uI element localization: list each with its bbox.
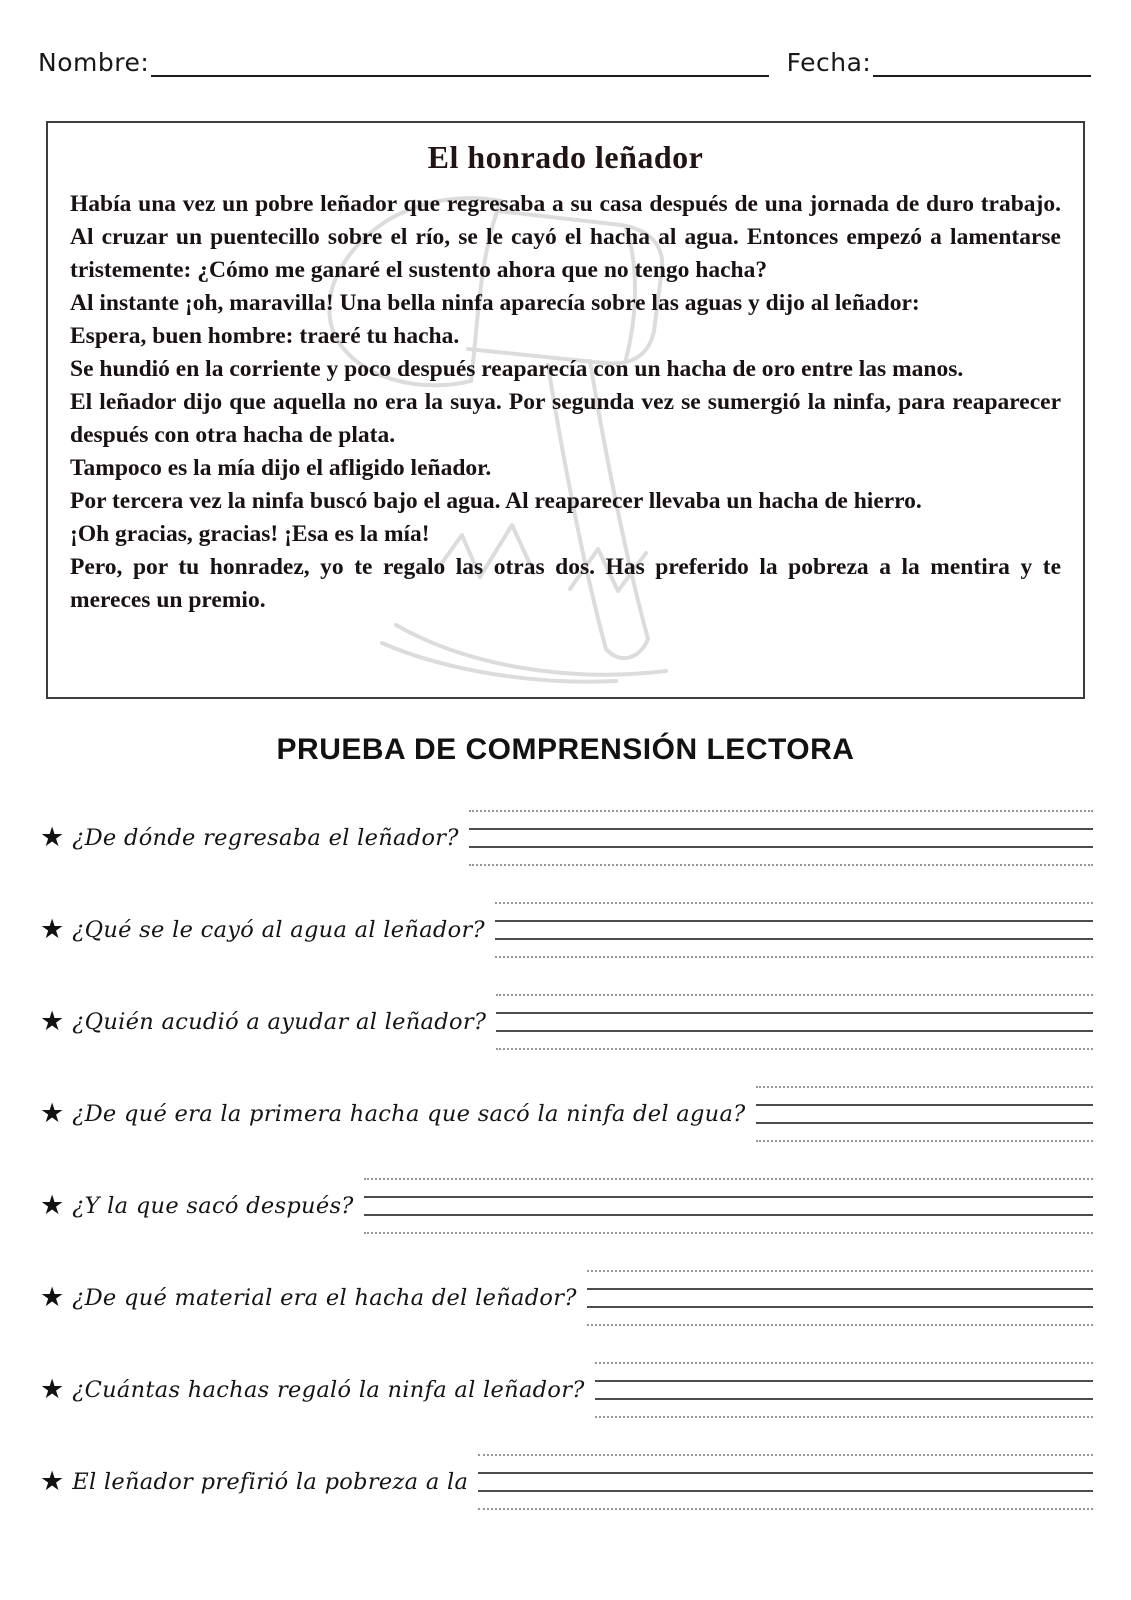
answer-rule-solid [587,1288,1093,1290]
story-paragraph: Espera, buen hombre: traeré tu hacha. [70,323,460,349]
answer-rule-dotted [469,864,1093,866]
answer-rule-solid [478,1472,1093,1474]
answer-rule-dotted [496,1048,1093,1050]
answer-rule-dotted [756,1140,1093,1142]
answer-rule-dotted [469,810,1093,812]
answer-lines[interactable] [595,1362,1093,1418]
question-text: ¿Cuántas hachas regaló la ninfa al leñador? [72,1376,585,1403]
answer-rule-dotted [587,1324,1093,1326]
story-paragraph: Había una vez un pobre leñador que regresaba a su casa después de una jornada de duro trabajo. Al cruzar un puentecillo sobre el río, se le cayó el hacha al agua. Entonces empezó a lamentarse tristemente: ¿Cómo me ganaré el sustento ahora que no tengo hacha? [70,191,1061,283]
answer-rule-dotted [364,1178,1093,1180]
star-icon: ★ [40,1282,65,1312]
answer-rule-solid [587,1306,1093,1308]
section-heading: PRUEBA DE COMPRENSIÓN LECTORA [276,733,855,766]
date-blank[interactable] [873,51,1091,77]
answer-lines[interactable] [478,1454,1093,1510]
question-row [40,1453,1093,1510]
answer-rule-dotted [756,1086,1093,1088]
question-row [40,1361,1093,1418]
question-row [40,1085,1093,1142]
star-icon: ★ [40,1466,65,1496]
story-paragraph: Tampoco es la mía dijo el afligido leñador. [70,455,492,481]
story-paragraph: El leñador dijo que aquella no era la suya. Por segunda vez se sumergió la ninfa, para reaparecer después con otra hacha de plata. [70,389,1061,448]
answer-rule-solid [756,1122,1093,1124]
answer-lines[interactable] [496,994,1093,1050]
answer-rule-solid [595,1398,1093,1400]
story-text [70,188,1061,617]
question-text: ¿De qué material era el hacha del leñador? [72,1284,577,1311]
question-text: ¿De dónde regresaba el leñador? [72,824,459,851]
star-icon: ★ [40,1006,65,1036]
answer-rule-solid [469,828,1093,830]
questions-list [40,809,1093,1510]
question-row [40,809,1093,866]
answer-lines[interactable] [587,1270,1093,1326]
story-title: El honrado leñador [427,139,704,175]
name-label: Nombre: [38,48,150,77]
answer-rule-solid [469,846,1093,848]
star-icon: ★ [40,1098,65,1128]
header [38,48,1091,77]
answer-lines[interactable] [495,902,1093,958]
story-paragraph: Al instante ¡oh, maravilla! Una bella ninfa aparecía sobre las aguas y dijo al leñador: [70,290,920,316]
question-text: ¿Quién acudió a ayudar al leñador? [72,1008,487,1035]
name-blank[interactable] [151,51,768,77]
answer-rule-solid [495,938,1093,940]
question-text: El leñador prefirió la pobreza a la [72,1468,469,1495]
answer-rule-dotted [595,1416,1093,1418]
answer-rule-dotted [595,1362,1093,1364]
answer-rule-dotted [364,1232,1093,1234]
name-field [38,48,769,77]
answer-rule-dotted [495,902,1093,904]
answer-rule-solid [478,1490,1093,1492]
answer-lines[interactable] [469,810,1093,866]
answer-rule-solid [496,1030,1093,1032]
question-row [40,1177,1093,1234]
answer-lines[interactable] [364,1178,1093,1234]
answer-rule-solid [595,1380,1093,1382]
answer-rule-dotted [496,994,1093,996]
answer-rule-solid [364,1196,1093,1198]
story-paragraph: Se hundió en la corriente y poco después reaparecía con un hacha de oro entre las manos. [70,356,964,382]
story-paragraph: Pero, por tu honradez, yo te regalo las otras dos. Has preferido la pobreza a la mentira y te mereces un premio. [70,554,1061,613]
question-row [40,901,1093,958]
answer-rule-dotted [495,956,1093,958]
star-icon: ★ [40,1374,65,1404]
question-text: ¿Y la que sacó después? [72,1192,354,1219]
story-paragraph: Por tercera vez la ninfa buscó bajo el agua. Al reaparecer llevaba un hacha de hierro. [70,488,922,514]
date-label: Fecha: [786,48,872,77]
question-text: ¿Qué se le cayó al agua al leñador? [72,916,485,943]
star-icon: ★ [40,914,65,944]
star-icon: ★ [40,1190,65,1220]
answer-rule-solid [495,920,1093,922]
question-row [40,993,1093,1050]
story-box [46,121,1085,699]
answer-rule-dotted [587,1270,1093,1272]
answer-lines[interactable] [756,1086,1093,1142]
answer-rule-solid [364,1214,1093,1216]
star-icon: ★ [40,822,65,852]
date-field [787,48,1091,77]
answer-rule-solid [496,1012,1093,1014]
question-text: ¿De qué era la primera hacha que sacó la ninfa del agua? [72,1100,746,1127]
answer-rule-solid [756,1104,1093,1106]
question-row [40,1269,1093,1326]
answer-rule-dotted [478,1508,1093,1510]
answer-rule-dotted [478,1454,1093,1456]
story-paragraph: ¡Oh gracias, gracias! ¡Esa es la mía! [70,521,430,547]
